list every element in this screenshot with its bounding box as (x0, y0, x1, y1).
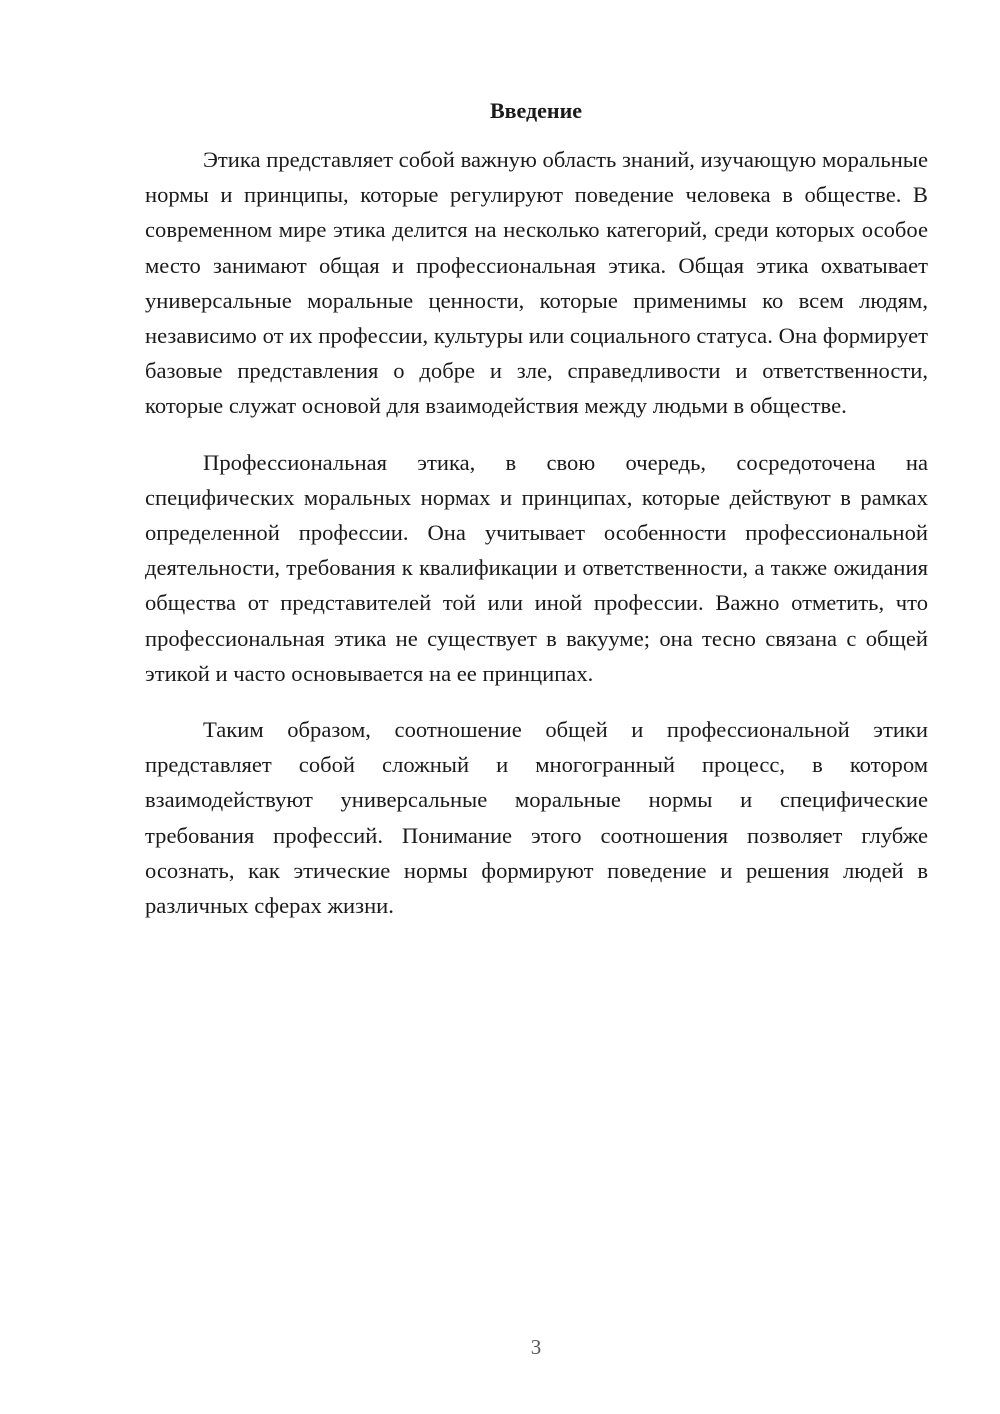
body-text (145, 142, 928, 944)
page-number: 3 (530, 1335, 542, 1359)
paragraph-2: Профессиональная этика, в свою очередь, сосредоточена на специфических моральных нормах и принципах, которые действуют в рамках определенной профессии. Она учитывает особенности профессиональной деятельности, требования к квалификации и ответственности, а также ожидания общества от представителей той или иной профессии. Важно отметить, что профессиональная этика не существует в вакууме; она тесно связана с общей этикой и часто основывается на ее принципах. (145, 449, 928, 686)
paragraph-3: Таким образом, соотношение общей и профессиональной этики представляет собой сложный и многогранный процесс, в котором взаимодействуют универсальные моральные нормы и специфические требования профессий. Понимание этого соотношения позволяет глубже осознать, как этические нормы формируют поведение и решения людей в различных сферах жизни. (145, 717, 928, 919)
page-title: Введение (489, 98, 583, 123)
paragraph-1: Этика представляет собой важную область знаний, изучающую моральные нормы и принципы, которые регулируют поведение человека в обществе. В современном мире этика делится на несколько категорий, среди которых особое место занимают общая и профессиональная этика. Общая этика охватывает универсальные моральные ценности, которые применимы ко всем людям, независимо от их профессии, культуры или социального статуса. Она формирует базовые представления о добре и зле, справедливости и ответственности, которые служат основой для взаимодействия между людьми в обществе. (145, 147, 928, 419)
